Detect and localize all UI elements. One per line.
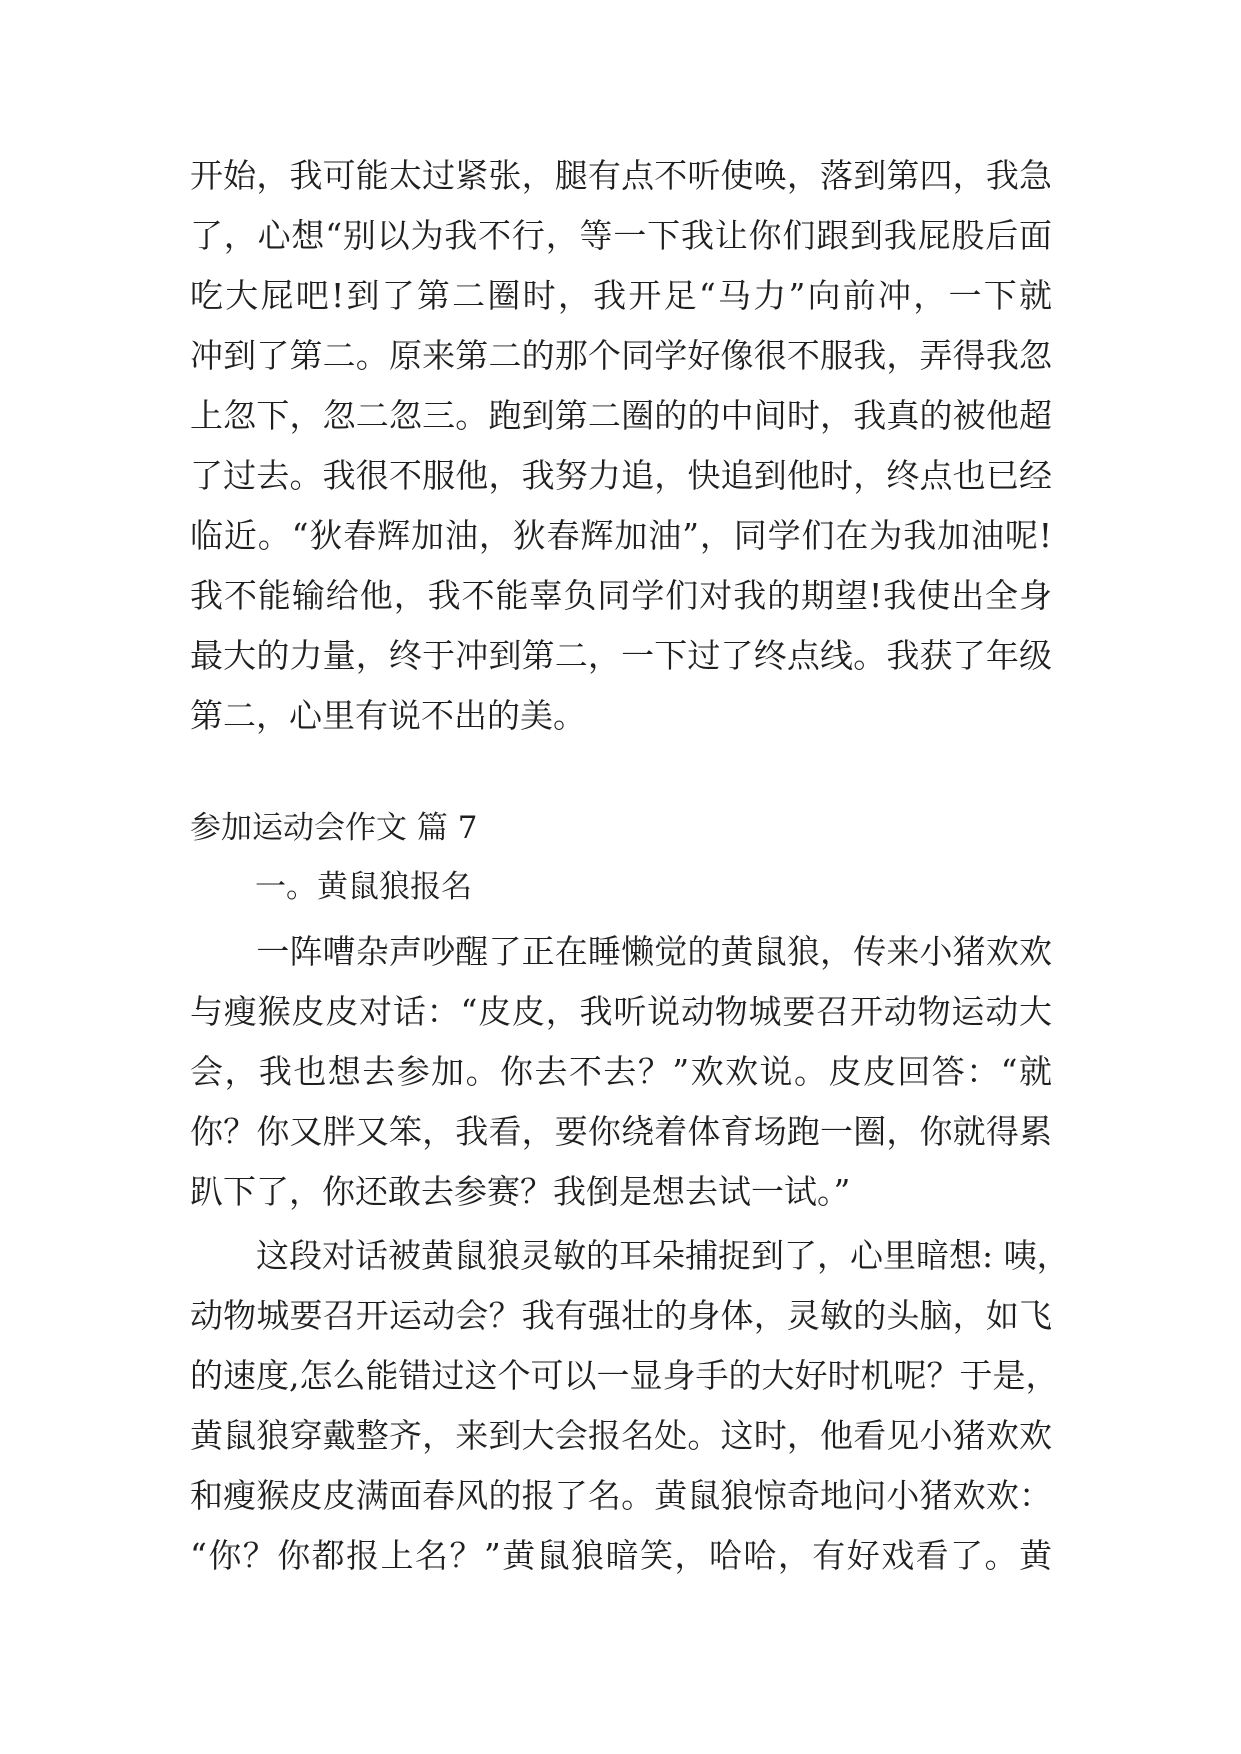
- paragraph-line: 最大的力量，终于冲到第二，一下过了终点线。我获了年级: [190, 636, 1052, 675]
- paragraph-line: 了过去。我很不服他，我努力追，快追到他时，终点也已经: [190, 456, 1052, 495]
- subsection-title: 一。黄鼠狼报名: [255, 869, 472, 905]
- paragraph-line: 你？你又胖又笨，我看，要你绕着体育场跑一圈，你就得累: [190, 1112, 1052, 1151]
- paragraph-line: 了，心想“别以为我不行，等一下我让你们跟到我屁股后面: [190, 216, 1052, 255]
- paragraph-line: 和瘦猴皮皮满面春风的报了名。黄鼠狼惊奇地问小猪欢欢：: [190, 1476, 1052, 1515]
- paragraph-line: 与瘦猴皮皮对话：“皮皮，我听说动物城要召开动物运动大: [190, 992, 1052, 1031]
- paragraph-line: 我不能输给他，我不能辜负同学们对我的期望!我使出全身: [190, 576, 1052, 615]
- paragraph-line: 临近。“狄春辉加油，狄春辉加油”，同学们在为我加油呢!: [190, 516, 1052, 555]
- paragraph-line: 开始，我可能太过紧张，腿有点不听使唤，落到第四，我急: [190, 156, 1052, 195]
- paragraph-line: 的速度,怎么能错过这个可以一显身手的大好时机呢？于是，: [190, 1356, 1059, 1395]
- paragraph-line: 趴下了，你还敢去参赛？我倒是想去试一试。”: [190, 1172, 851, 1211]
- section-title: 参加运动会作文 篇 7: [190, 810, 478, 846]
- paragraph-line: 冲到了第二。原来第二的那个同学好像很不服我，弄得我忽: [190, 336, 1052, 375]
- paragraph-line: 这段对话被黄鼠狼灵敏的耳朵捕捉到了，心里暗想: 咦，: [190, 1236, 1070, 1275]
- paragraph-line: 动物城要召开运动会？我有强壮的身体，灵敏的头脑，如飞: [190, 1296, 1052, 1335]
- paragraph-line: 黄鼠狼穿戴整齐，来到大会报名处。这时，他看见小猪欢欢: [190, 1416, 1052, 1455]
- paragraph-line: 第二，心里有说不出的美。: [190, 696, 586, 735]
- paragraph-line: “你？你都报上名？”黄鼠狼暗笑，哈哈，有好戏看了。黄: [190, 1536, 1052, 1575]
- paragraph-line: 一阵嘈杂声吵醒了正在睡懒觉的黄鼠狼，传来小猪欢欢: [190, 932, 1052, 971]
- paragraph-line: 会，我也想去参加。你去不去？”欢欢说。皮皮回答：“就: [190, 1052, 1052, 1091]
- paragraph-line: 上忽下，忽二忽三。跑到第二圈的的中间时，我真的被他超: [190, 396, 1052, 435]
- paragraph-line: 吃大屁吧!到了第二圈时，我开足“马力”向前冲，一下就: [190, 276, 1052, 315]
